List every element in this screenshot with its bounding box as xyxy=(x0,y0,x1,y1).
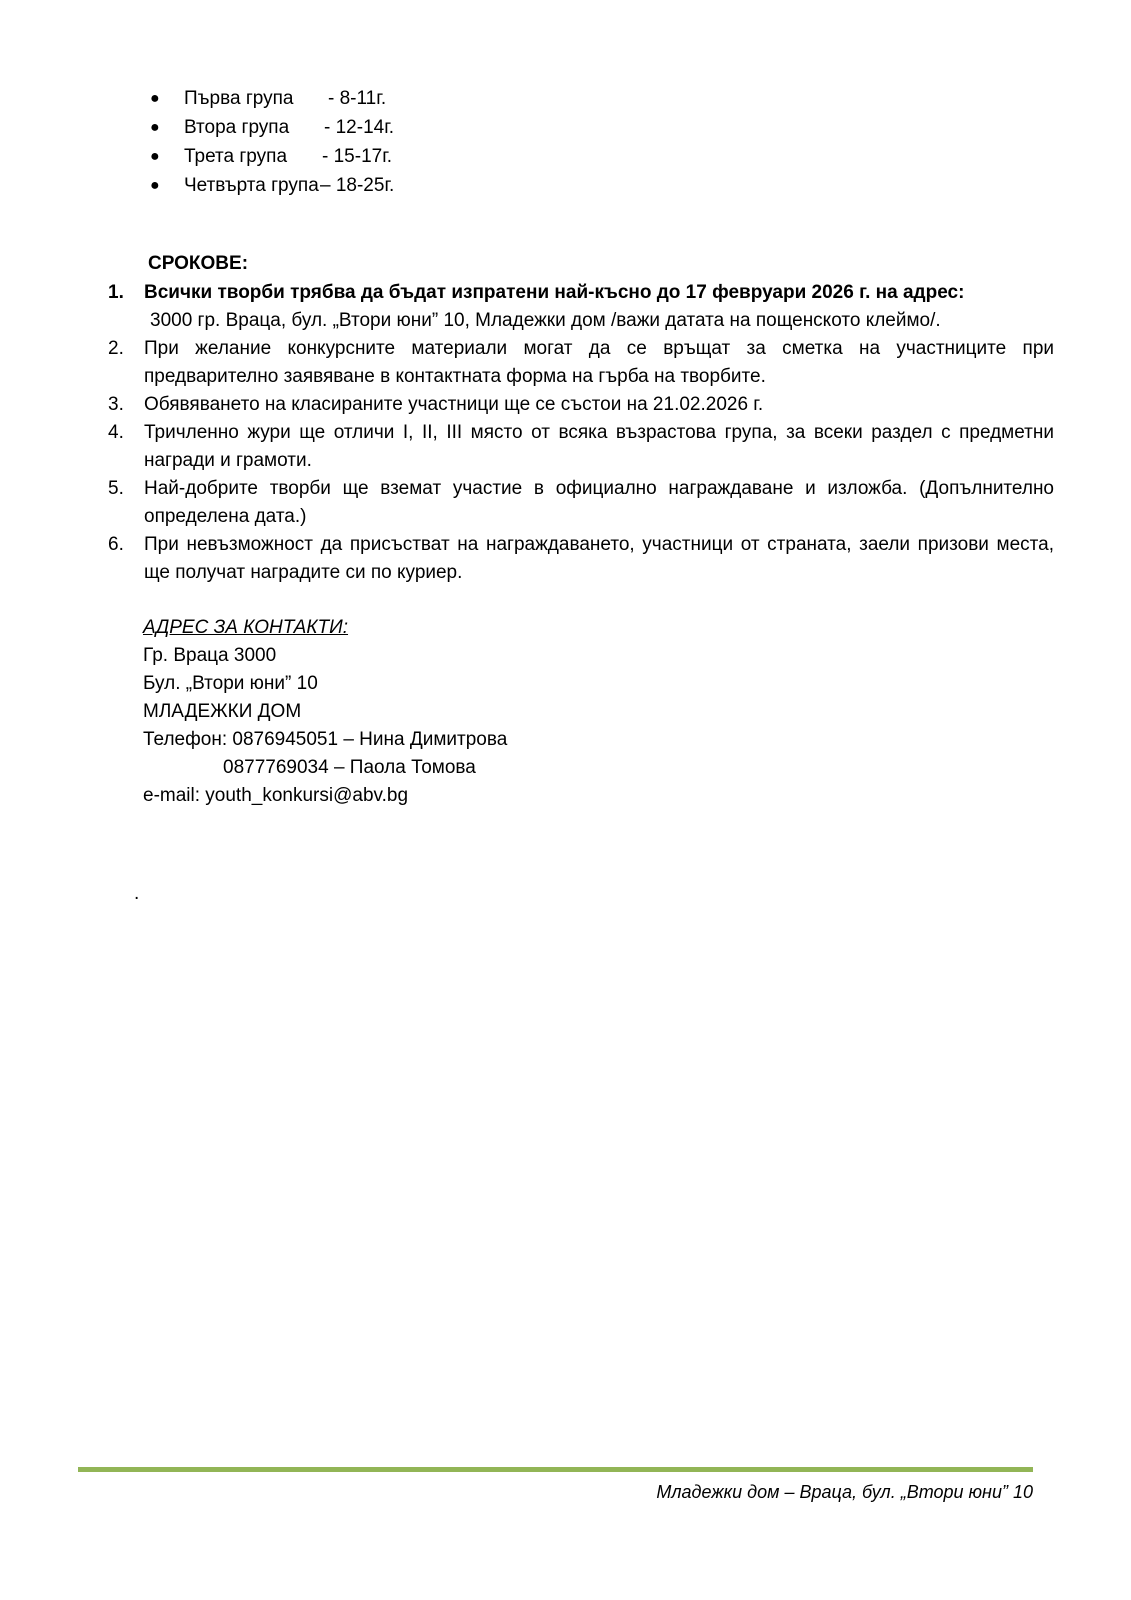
contact-street: Бул. „Втори юни” 10 xyxy=(143,673,318,694)
item-text: Тричленно жури ще отличи I, II, III място от всяка възрастова група, за всеки раздел с предметни награди и грамоти. xyxy=(144,422,1054,471)
contact-heading: АДРЕС ЗА КОНТАКТИ: xyxy=(143,617,349,638)
contact-city: Гр. Враца 3000 xyxy=(143,645,277,666)
group-ages: - 12-14г. xyxy=(324,117,395,138)
item-text: Обявяването на класираните участници ще се състои на 21.02.2026 г. xyxy=(144,394,764,415)
item-number: 6. xyxy=(108,534,124,555)
group-name: Втора група xyxy=(184,117,290,138)
list-item xyxy=(108,531,1054,587)
list-item xyxy=(108,335,1054,391)
deadlines-list xyxy=(108,279,1054,587)
contact-email: e-mail: youth_konkursi@abv.bg xyxy=(143,785,409,806)
item-number: 3. xyxy=(108,394,124,415)
stray-dot: . xyxy=(134,883,140,904)
contact-phone-2: 0877769034 – Паола Томова xyxy=(223,757,476,778)
bullet-icon: ● xyxy=(150,119,160,136)
bullet-icon: ● xyxy=(150,148,160,165)
item-number: 5. xyxy=(108,478,124,499)
item-number: 4. xyxy=(108,422,124,443)
list-item xyxy=(108,475,1054,531)
footer-text: Младежки дом – Враца, бул. „Втори юни” 10 xyxy=(656,1482,1033,1502)
item-text: Най-добрите творби ще вземат участие в официално награждаване и изложба. (Допълнително определена дата.) xyxy=(144,478,1054,527)
item-subtext: 3000 гр. Враца, бул. „Втори юни” 10, Младежки дом /важи датата на пощенското клеймо/. xyxy=(150,310,941,331)
item-text: Всички творби трябва да бъдат изпратени най-късно до 17 февруари 2026 г. на адрес: xyxy=(144,282,965,303)
bullet-icon: ● xyxy=(150,177,160,194)
list-item xyxy=(108,391,1054,419)
group-name: Трета група xyxy=(184,146,288,167)
list-item xyxy=(108,279,1054,335)
item-number: 1. xyxy=(108,282,124,303)
contact-block xyxy=(143,614,507,810)
item-number: 2. xyxy=(108,338,124,359)
deadlines-heading: СРОКОВЕ: xyxy=(148,253,249,274)
list-item xyxy=(108,419,1054,475)
bullet-icon: ● xyxy=(150,90,160,107)
group-name: Първа група xyxy=(184,88,294,109)
contact-organization: МЛАДЕЖКИ ДОМ xyxy=(143,701,302,722)
contact-phone-1: Телефон: 0876945051 – Нина Димитрова xyxy=(143,729,508,750)
item-text: При желание конкурсните материали могат да се връщат за сметка на участниците при предварително заявяване в контактната форма на гърба на творбите. xyxy=(144,338,1054,387)
group-ages: - 8-11г. xyxy=(328,88,387,109)
group-name: Четвърта група xyxy=(184,175,319,196)
group-ages: - 15-17г. xyxy=(322,146,393,167)
footer-divider xyxy=(78,1467,1033,1472)
group-ages: – 18-25г. xyxy=(320,175,395,196)
item-text: При невъзможност да присъстват на награждаването, участници от страната, заели призови места, ще получат наградите си по куриер. xyxy=(144,534,1054,583)
